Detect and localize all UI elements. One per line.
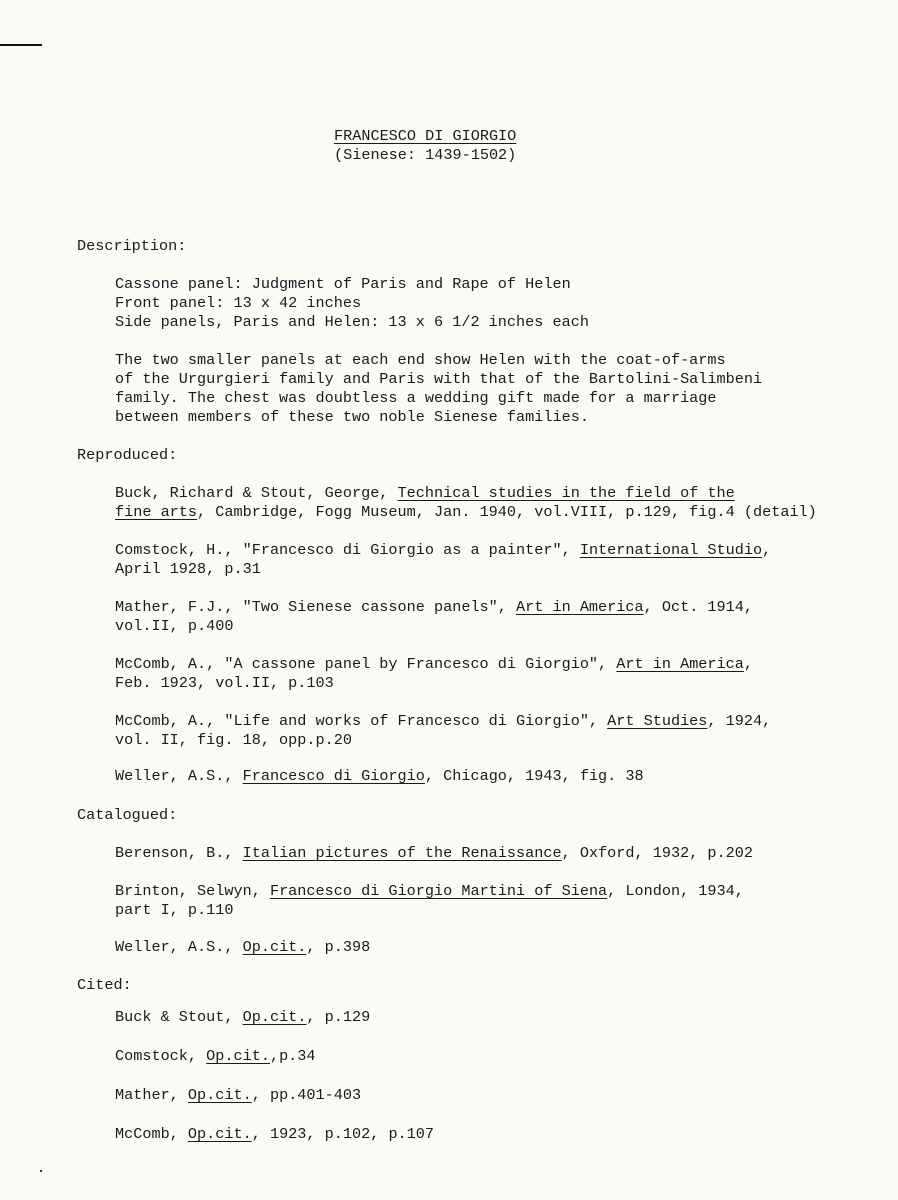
reference-entry <box>115 541 771 560</box>
reference-author: Weller, A.S., <box>115 938 243 956</box>
reference-title: Technical studies in the field of the <box>397 484 735 502</box>
reference-entry <box>115 712 771 731</box>
reference-entry <box>115 1008 370 1027</box>
reference-title: Francesco di Giorgio Martini of Siena <box>269 882 608 900</box>
description-line: Cassone panel: Judgment of Paris and Rape of Helen <box>115 275 571 293</box>
reference-author: Mather, <box>115 1086 188 1104</box>
reference-author: Buck & Stout, <box>115 1008 243 1026</box>
reference-author: McComb, <box>115 1125 188 1143</box>
reference-title: Op.cit. <box>206 1047 270 1065</box>
reference-entry <box>115 938 370 957</box>
reference-details: , 1923, p.102, p.107 <box>251 1125 435 1143</box>
reference-details: part I, p.110 <box>115 901 234 919</box>
reference-details: , p.129 <box>306 1008 371 1026</box>
reference-title: Op.cit. <box>187 1086 252 1104</box>
reference-title: Italian pictures of the Renaissance <box>242 844 562 862</box>
reference-title: fine arts <box>115 503 198 521</box>
reference-author: Comstock, <box>115 1047 207 1065</box>
description-line: Front panel: 13 x 42 inches <box>115 294 362 312</box>
reference-details: , pp.401-403 <box>251 1086 362 1104</box>
description-paragraph: The two smaller panels at each end show Helen with the coat-of-arms <box>115 351 726 369</box>
reference-author: McComb, A., "A cassone panel by Francesco di Giorgio", <box>115 655 617 673</box>
reference-author: McComb, A., "Life and works of Francesco di Giorgio", <box>115 712 608 730</box>
reference-title: Op.cit. <box>187 1125 252 1143</box>
reference-details: vol.II, p.400 <box>115 617 234 635</box>
reproduced-heading: Reproduced: <box>77 446 178 464</box>
reference-entry <box>115 767 644 786</box>
reference-details: , Oxford, 1932, p.202 <box>561 844 754 862</box>
reference-entry <box>115 1086 361 1105</box>
reference-details: , <box>762 541 772 559</box>
reference-entry <box>115 598 753 617</box>
description-line: Side panels, Paris and Helen: 13 x 6 1/2 inches each <box>115 313 589 331</box>
reference-details: , London, 1934, <box>607 882 744 900</box>
reference-title: Art in America <box>616 655 744 673</box>
reference-details: , p.398 <box>306 938 371 956</box>
reference-details: , Chicago, 1943, fig. 38 <box>424 767 644 785</box>
description-paragraph: between members of these two noble Sienese families. <box>115 408 589 426</box>
reference-entry <box>115 882 744 901</box>
reference-entry <box>115 1125 434 1144</box>
reference-title: International Studio <box>579 541 763 559</box>
reference-author: Weller, A.S., <box>115 767 243 785</box>
description-paragraph: of the Urgurgieri family and Paris with that of the Bartolini-Salimbeni <box>115 370 763 388</box>
artist-name: FRANCESCO DI GIORGIO <box>334 127 517 145</box>
reference-entry <box>115 844 753 863</box>
reference-details: , <box>743 655 754 673</box>
reference-title: Francesco di Giorgio <box>242 767 425 785</box>
reference-title: Op.cit. <box>242 938 307 956</box>
artist-school-dates: (Sienese: 1439-1502) <box>334 146 517 164</box>
edge-dot <box>40 1170 42 1172</box>
reference-entry <box>115 503 817 522</box>
reference-author: Comstock, H., "Francesco di Giorgio as a painter", <box>115 541 580 559</box>
reference-entry <box>115 484 735 503</box>
reference-details: April 1928, p.31 <box>115 560 261 578</box>
reference-author: Buck, Richard & Stout, George, <box>115 484 398 502</box>
reference-author: Brinton, Selwyn, <box>115 882 270 900</box>
reference-author: Berenson, B., <box>115 844 243 862</box>
description-heading: Description: <box>77 237 187 255</box>
reference-details: vol. II, fig. 18, opp.p.20 <box>115 731 352 749</box>
reference-details: ,p.34 <box>269 1047 316 1065</box>
cited-heading: Cited: <box>77 976 132 994</box>
reference-entry <box>115 655 753 674</box>
catalogued-heading: Catalogued: <box>77 806 178 824</box>
reference-title: Art Studies <box>607 712 708 730</box>
edge-mark <box>0 44 42 46</box>
reference-details: Feb. 1923, vol.II, p.103 <box>115 674 334 692</box>
description-paragraph: family. The chest was doubtless a wedding gift made for a marriage <box>115 389 717 407</box>
reference-title: Art in America <box>516 598 644 616</box>
reference-entry <box>115 1047 316 1066</box>
reference-author: Mather, F.J., "Two Sienese cassone panels", <box>115 598 517 616</box>
reference-details: , Oct. 1914, <box>643 598 753 616</box>
reference-details: , 1924, <box>707 712 772 730</box>
reference-details: , Cambridge, Fogg Museum, Jan. 1940, vol.VIII, p.129, fig.4 (detail) <box>197 503 817 521</box>
reference-title: Op.cit. <box>242 1008 307 1026</box>
